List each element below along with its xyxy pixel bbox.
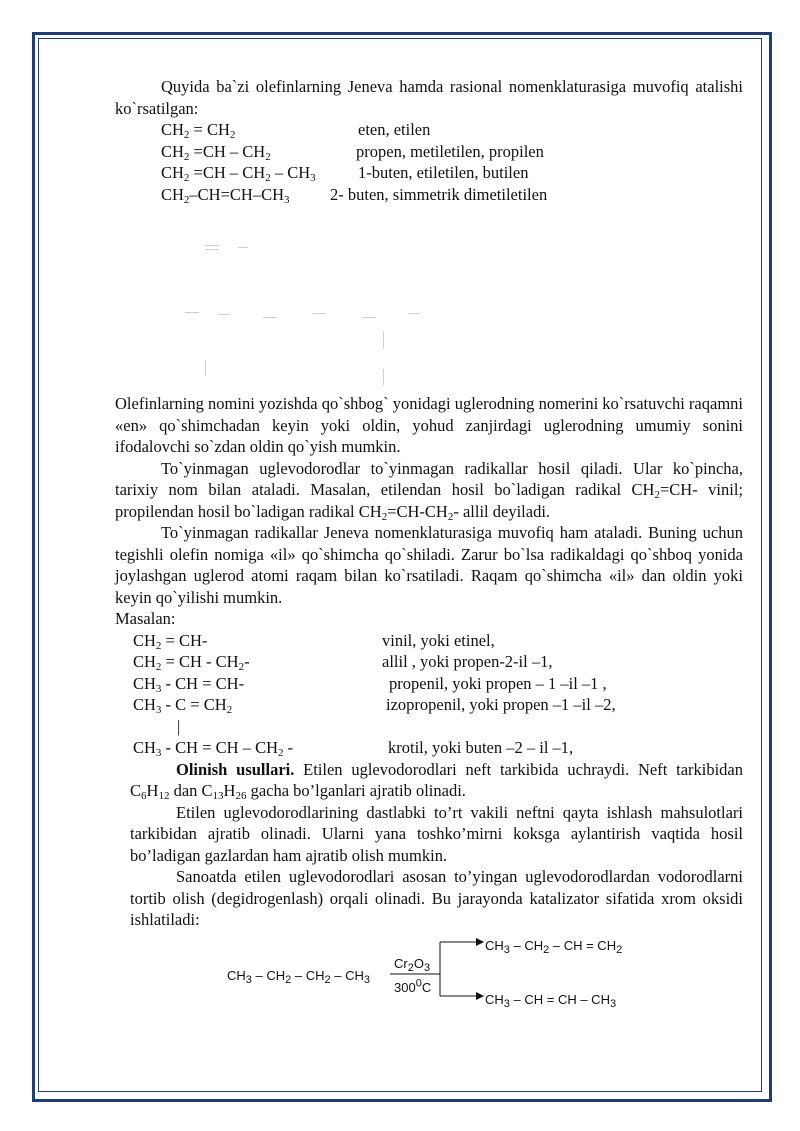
example-name: propenil, yoki propen – 1 –il –1 , (389, 673, 607, 693)
example-row (115, 673, 743, 695)
olefin-name: propen, metiletilen, propilen (356, 141, 544, 161)
methods-text: Etilen uglevodorodlari neft tarkibida uchraydi. Neft tarkibidan $C_6H_{12}$ dan $C_{13}H_{26}$ gacha bo’lganlari ajratib olinadi. (130, 759, 743, 802)
product-1-butene: $CH_3 - CH_2$ – CH = $CH_2$ (485, 937, 623, 956)
catalyst-label: $Cr_2O_3$ (394, 955, 431, 974)
radicals-paragraph: To`yinmagan uglevodorodlar to`yinmagan radikallar hosil qiladi. Ular ko`pincha, tarixiy nom bilan ataladi. Masalan, etilendan hosil bo`ladigan radikal $CH_2=CH-$ vinil; propilendan hosil bo`ladigan radikal $CH_2=CH-CH_2-$ allil deyiladi. (115, 458, 743, 523)
product-2-butene: $CH_3$ – CH = CH – $CH_3$ (485, 991, 617, 1010)
reactant-formula: $CH_3 - CH_2 - CH_2 - CH_3$ (227, 967, 370, 986)
olefin-formula: $CH_2-CH=CH-CH_3$ (161, 184, 290, 206)
example-name: izopropenil, yoki propen –1 –il –2, (386, 695, 616, 714)
example-formula: $CH_3 - C = CH_2$ (133, 695, 233, 716)
example-row (115, 737, 743, 759)
document-body (115, 76, 743, 1010)
example-formula: $CH_2$ = CH - $CH_2-$ (133, 652, 250, 673)
example-formula: $CH_2 = CH-$ (133, 630, 208, 652)
example-formula: $CH_3$ - CH = CH- (133, 673, 245, 695)
reaction-arrows (130, 935, 743, 1005)
olefin-row (115, 184, 743, 206)
first-four-paragraph: Etilen uglevodorodlarining dastlabki to’rt vakili neftni qayta ishlash mahsulotlari tarkibidan ajratib olinadi. Ularni yana toshko’mirni koksga aylantirish vaqtida hosil bo’ladigan gazlardan ham ajratib olish mumkin. (130, 802, 743, 865)
olefin-row (115, 162, 743, 184)
example-row (115, 630, 743, 652)
industry-paragraph: Sanoatda etilen uglevodorodlari asosan to’yingan uglevodorodlardan vodorodlarni tortib olish (degidrogenlash) orqali olinadi. Bu jarayonda katalizator sifatida xrom oksidi ishlatiladi: (130, 867, 743, 929)
masalan-label: Masalan: (115, 609, 176, 628)
example-row (115, 716, 743, 738)
olefin-formula: $CH_2 =CH - CH_2 - CH_3$ (161, 163, 316, 184)
example-row (115, 651, 743, 673)
geneva-paragraph: To`yinmagan radikallar Jeneva nomenklaturasiga muvofiq ham ataladi. Buning uchun tegishli olefin nomiga «il» qo`shimcha qo`shiladi. Zarur bo`lsa radikaldagi qo`shboq yonida joylashgan uglerod atomi raqam bilan ko`rsatiladi. Raqam qo`shimcha «il» dan oldin yoki keyin qo`yilishi mumkin. (115, 523, 743, 607)
methods-section (130, 759, 743, 1010)
methods-paragraph (130, 759, 743, 802)
intro-paragraph: Quyida ba`zi olefinlarning Jeneva hamda rasional nomenklaturasiga muvofiq atalishi ko`rsatilgan: (115, 77, 743, 118)
methods-heading: Olinish usullari. (176, 759, 295, 779)
example-name: vinil, yoki etinel, (382, 630, 495, 650)
olefin-name: eten, etilen (358, 120, 431, 139)
example-name: krotil, yoki buten –2 – il –1, (388, 738, 574, 757)
olefin-naming-paragraph: Olefinlarning nomini yozishda qo`shbog` yonidagi uglerodning nomerini ko`rsatuvchi raqamni «en» qo`shimchadan keyin yoki oldin, yohud zanjirdagi uglerodning umumiy sonini ifodalovchi so`zdan oldin qo`yish mumkin. (115, 394, 743, 456)
olefin-name: 1-buten, etiletilen, butilen (358, 163, 529, 182)
olefin-row (115, 119, 743, 141)
radical-examples (115, 630, 743, 759)
example-formula: $CH_3$ - CH = CH – $CH_2$ - (133, 738, 294, 759)
olefin-formula: $CH_2 = CH_2$ (161, 120, 236, 141)
example-name: allil , yoki propen-2-il –1, (382, 652, 553, 671)
example-row (115, 694, 743, 716)
dehydrogenation-reaction (130, 935, 743, 1010)
olefin-row (115, 141, 743, 163)
temperature-label: $300^0C$ (394, 977, 432, 995)
example-formula: | (177, 716, 181, 736)
olefin-name: 2- buten, simmetrik dimetiletilen (330, 184, 548, 204)
olefin-name-list (115, 119, 743, 205)
olefin-formula: $CH_2 =CH - CH_2$ (161, 141, 271, 163)
faded-structure-area (115, 205, 743, 393)
